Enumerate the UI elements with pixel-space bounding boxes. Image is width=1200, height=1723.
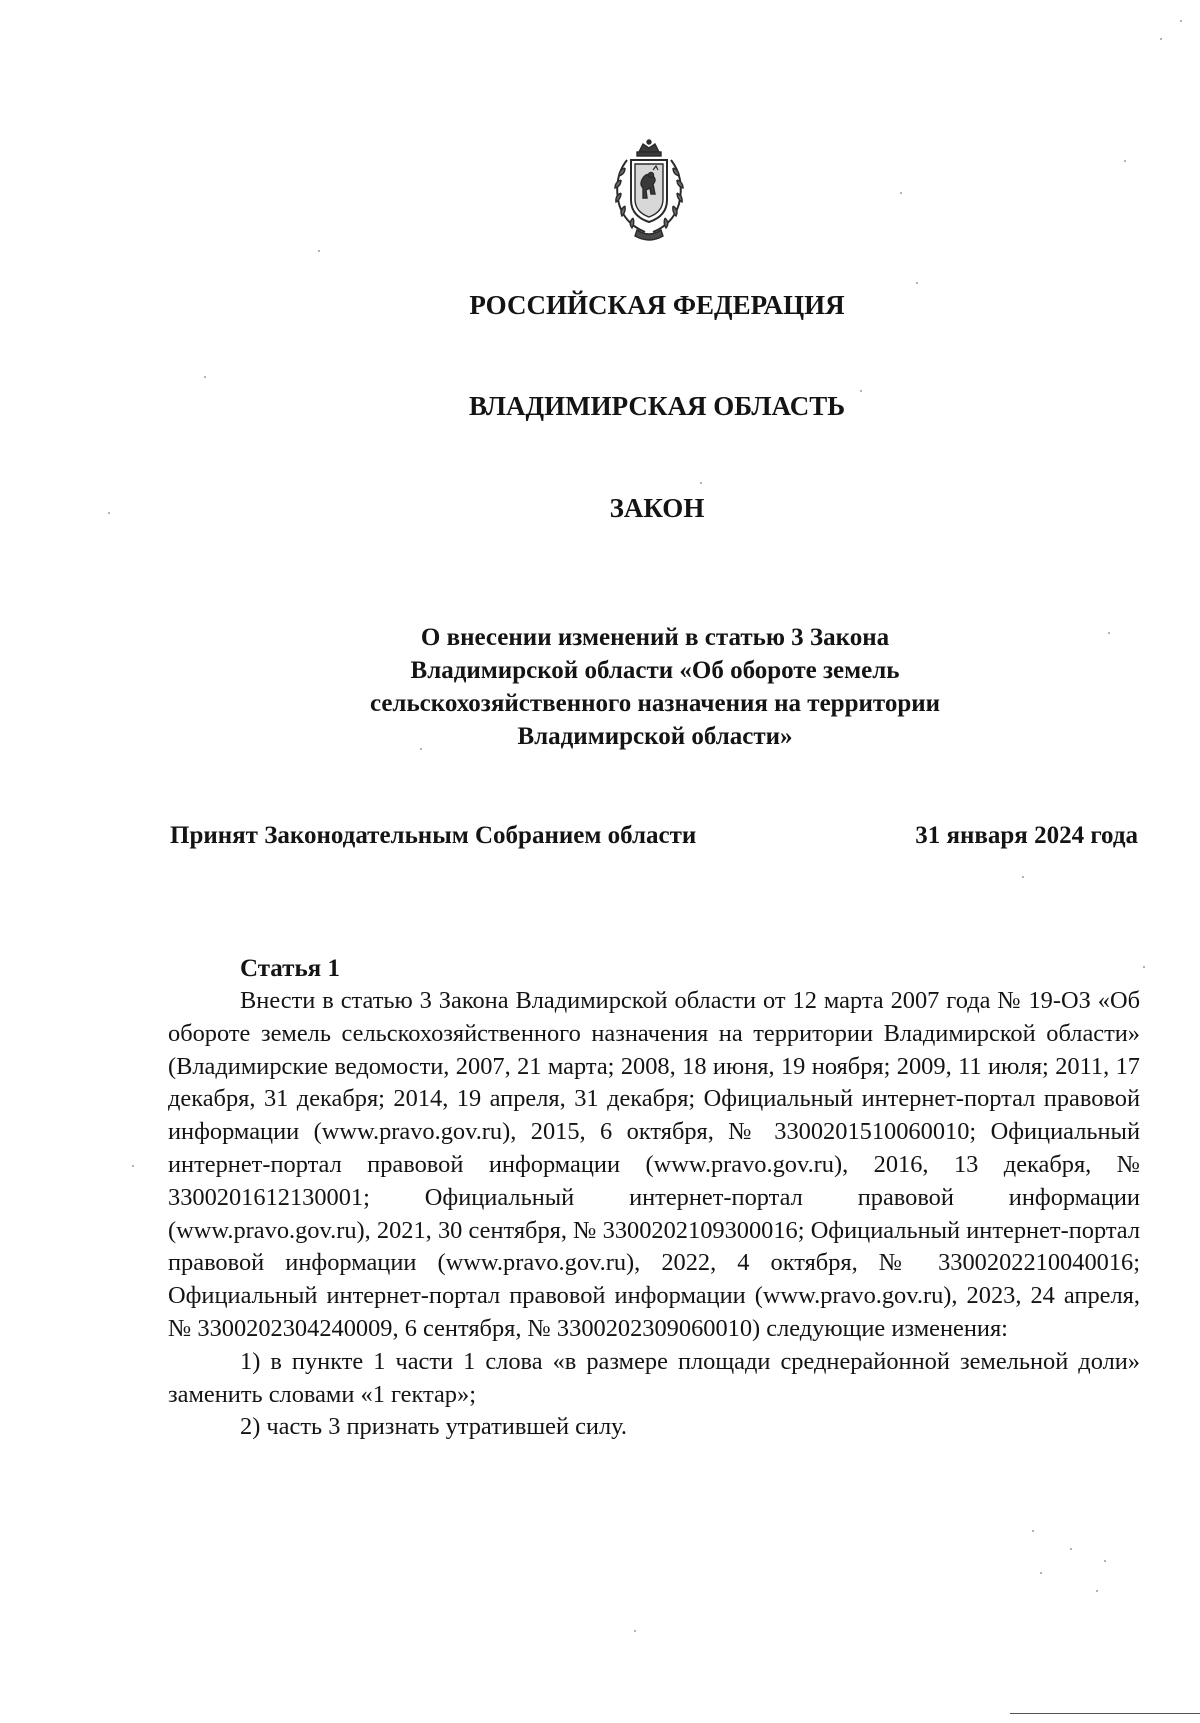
article-body [168, 985, 1140, 1444]
region-name: ВЛАДИМИРСКАЯ ОБЛАСТЬ [468, 391, 846, 421]
article-item: 1) в пункте 1 части 1 слова «в размере площади среднерайонной земельной доли» заменить словами «1 гектар»; [168, 1347, 1140, 1408]
state-name: РОССИЙСКАЯ ФЕДЕРАЦИЯ [469, 290, 845, 320]
law-title-line: О внесении изменений в статью 3 Закона [420, 624, 890, 651]
adopted-by: Принят Законодательным Собранием области [170, 822, 697, 849]
law-title-line: сельскохозяйственного назначения на территории [369, 690, 941, 717]
article-heading: Статья 1 [240, 955, 340, 982]
footer-rule [1010, 1713, 1200, 1714]
article-item: 2) часть 3 признать утратившей силу. [240, 1413, 627, 1441]
document-type: ЗАКОН [609, 493, 705, 523]
coat-of-arms-icon [603, 138, 695, 244]
law-title [320, 621, 990, 753]
law-title-line: Владимирской области «Об обороте земель [410, 657, 900, 684]
law-title-line: Владимирской области» [517, 723, 793, 750]
adoption-date: 31 января 2024 года [915, 822, 1138, 849]
article-intro: Внести в статью 3 Закона Владимирской области от 12 марта 2007 года № 19-ОЗ «Об обороте земель сельскохозяйственного назначения на территории Владимирской области» (Владимирские ведомости, 2007, 21 марта; 2008, 18 июня, 19 ноября; 2009, 11 июля; 2011, 17 декабря, 31 декабря; 2014, 19 апреля, 31 декабря; Официальный интернет-портал правовой информации (www.pravo.gov.ru), 2015, 6 октября, № 3300201510060010; Официальный интернет-портал правовой информации (www.pravo.gov.ru), 2016, 13 декабря, № 3300201612130001; Официальный интернет-портал правовой информации (www.pravo.gov.ru), 2021, 30 сентября, № 3300202109300016; Официальный интернет-портал правовой информации (www.pravo.gov.ru), 2022, 4 октября, № 3300202210040016; Официальный интернет-портал правовой информации (www.pravo.gov.ru), 2023, 24 апреля, № 3300202304240009, 6 сентября, № 3300202309060010) следующие изменения: [168, 987, 1140, 1342]
